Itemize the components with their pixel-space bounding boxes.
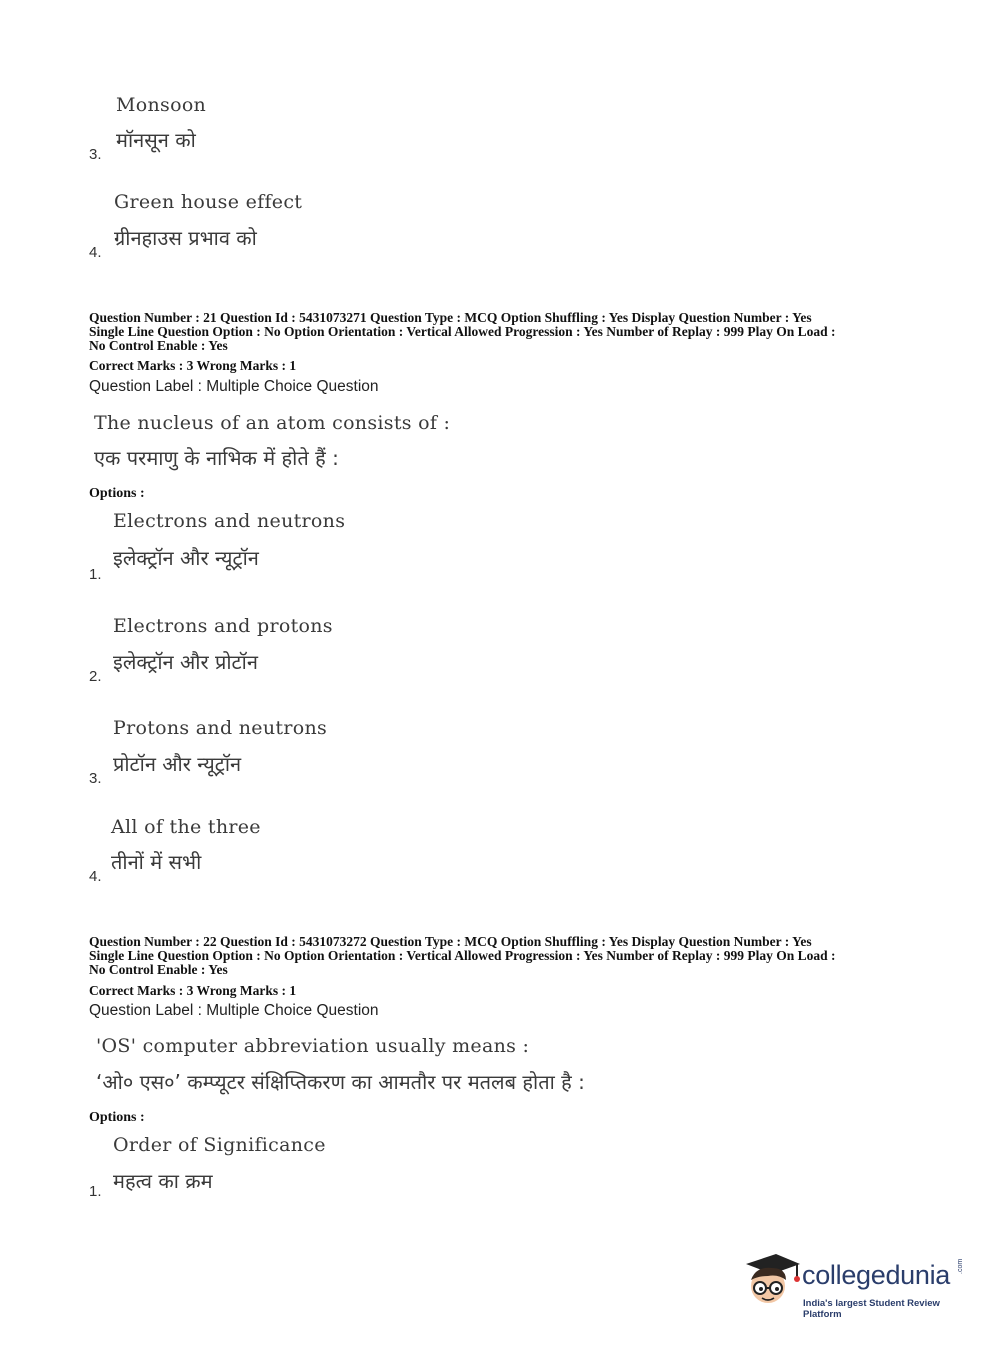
options-heading: Options : (89, 1110, 145, 1125)
option-english: Electrons and neutrons (113, 510, 346, 532)
option-english: Electrons and protons (113, 615, 333, 637)
option-hindi: ग्रीनहाउस प्रभाव को (114, 226, 257, 250)
collegedunia-logo (742, 1250, 972, 1320)
logo-tagline: India's largest Student Review Platform (803, 1298, 940, 1320)
option-hindi: इलेक्ट्रॉन और प्रोटॉन (113, 650, 258, 674)
question-meta-line3: No Control Enable : Yes (89, 338, 228, 353)
question-label: Question Label : Multiple Choice Question (89, 1002, 379, 1019)
logo-wordmark: collegedunia (802, 1260, 951, 1290)
question-marks: Correct Marks : 3 Wrong Marks : 1 (89, 358, 297, 373)
question-text-english: 'OS' computer abbreviation usually means : (96, 1035, 530, 1057)
question-label: Question Label : Multiple Choice Question (89, 378, 379, 395)
question-meta-line1: Question Number : 21 Question Id : 5431073271 Question Type : MCQ Option Shuffling : Yes Display Question Number : Yes (89, 310, 812, 325)
question-text-english: The nucleus of an atom consists of : (94, 412, 451, 434)
option-number: 4. (89, 868, 102, 885)
mascot-icon (742, 1250, 802, 1314)
question-meta-line3: No Control Enable : Yes (89, 962, 228, 977)
option-english: Protons and neutrons (113, 717, 328, 739)
question-meta-line2: Single Line Question Option : No Option Orientation : Vertical Allowed Progression : Yes Number of Replay : 999 Play On Load : (89, 324, 836, 339)
option-hindi: महत्व का क्रम (113, 1169, 213, 1193)
question-text-hindi: ‘ओ० एस०’ कम्प्यूटर संक्षिप्तिकरण का आमतौर पर मतलब होता है : (96, 1070, 585, 1094)
option-hindi: प्रोटॉन और न्यूट्रॉन (113, 752, 242, 776)
question-meta-line1: Question Number : 22 Question Id : 5431073272 Question Type : MCQ Option Shuffling : Yes Display Question Number : Yes (89, 934, 812, 949)
question-meta-line2: Single Line Question Option : No Option Orientation : Vertical Allowed Progression : Yes Number of Replay : 999 Play On Load : (89, 948, 836, 963)
option-number: 3. (89, 770, 102, 787)
option-english: All of the three (111, 816, 261, 838)
question-text-hindi: एक परमाणु के नाभिक में होते हैं : (94, 446, 339, 470)
logo-dotcom: .com (957, 1258, 964, 1274)
question-marks: Correct Marks : 3 Wrong Marks : 1 (89, 983, 297, 998)
option-english: Order of Significance (113, 1134, 326, 1156)
options-heading: Options : (89, 486, 145, 501)
option-english: Green house effect (114, 191, 303, 213)
option-number: 1. (89, 566, 102, 583)
option-english: Monsoon (116, 94, 207, 116)
option-hindi: इलेक्ट्रॉन और न्यूट्रॉन (113, 546, 259, 570)
option-hindi: मॉनसून को (116, 128, 196, 152)
option-number: 3. (89, 146, 102, 163)
option-number: 2. (89, 668, 102, 685)
option-hindi: तीनों में सभी (111, 850, 202, 874)
option-number: 4. (89, 244, 102, 261)
option-number: 1. (89, 1183, 102, 1200)
